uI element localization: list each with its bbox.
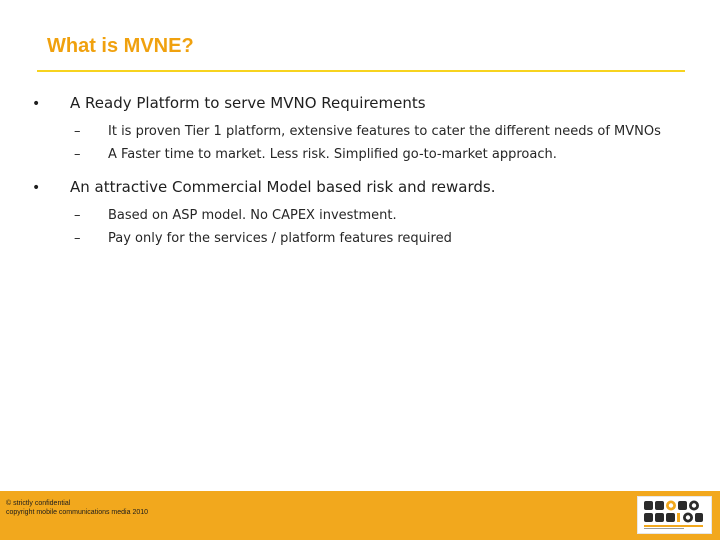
footer-text	[6, 499, 148, 517]
sub-list-item	[30, 145, 690, 164]
slide-title: What is MVNE?	[47, 35, 194, 57]
sub-item-text: A Faster time to market. Less risk. Simplified go-to-market approach.	[108, 147, 557, 162]
dash-mark: –	[74, 231, 81, 246]
sub-list-item	[30, 206, 690, 225]
footer-bar	[0, 491, 720, 540]
sub-list	[30, 122, 690, 164]
bullet-mark: •	[32, 96, 41, 112]
sub-item-text: Based on ASP model. No CAPEX investment.	[108, 208, 397, 223]
sub-item-text: It is proven Tier 1 platform, extensive features to cater the different needs of MVNOs	[108, 124, 661, 139]
sub-list-item	[30, 122, 690, 141]
bullet-point	[30, 94, 690, 112]
dash-mark: –	[74, 208, 81, 223]
mcm-logo-graphic	[638, 497, 711, 533]
bullet-text: A Ready Platform to serve MVNO Requirements	[70, 94, 426, 112]
confidential-notice: © strictly confidential	[6, 500, 71, 507]
sub-list	[30, 206, 690, 248]
copyright-notice: copyright mobile communications media 2010	[6, 509, 149, 516]
bullet-mark: •	[32, 180, 41, 196]
dash-mark: –	[74, 124, 81, 139]
sub-item-text: Pay only for the services / platform features required	[108, 231, 452, 246]
slide-content	[30, 94, 690, 262]
bullet-point	[30, 178, 690, 196]
bullet-text: An attractive Commercial Model based risk and rewards.	[70, 178, 496, 196]
dash-mark: –	[74, 147, 81, 162]
mcm-logo-icon	[637, 496, 712, 534]
title-divider	[37, 70, 685, 72]
sub-list-item	[30, 229, 690, 248]
